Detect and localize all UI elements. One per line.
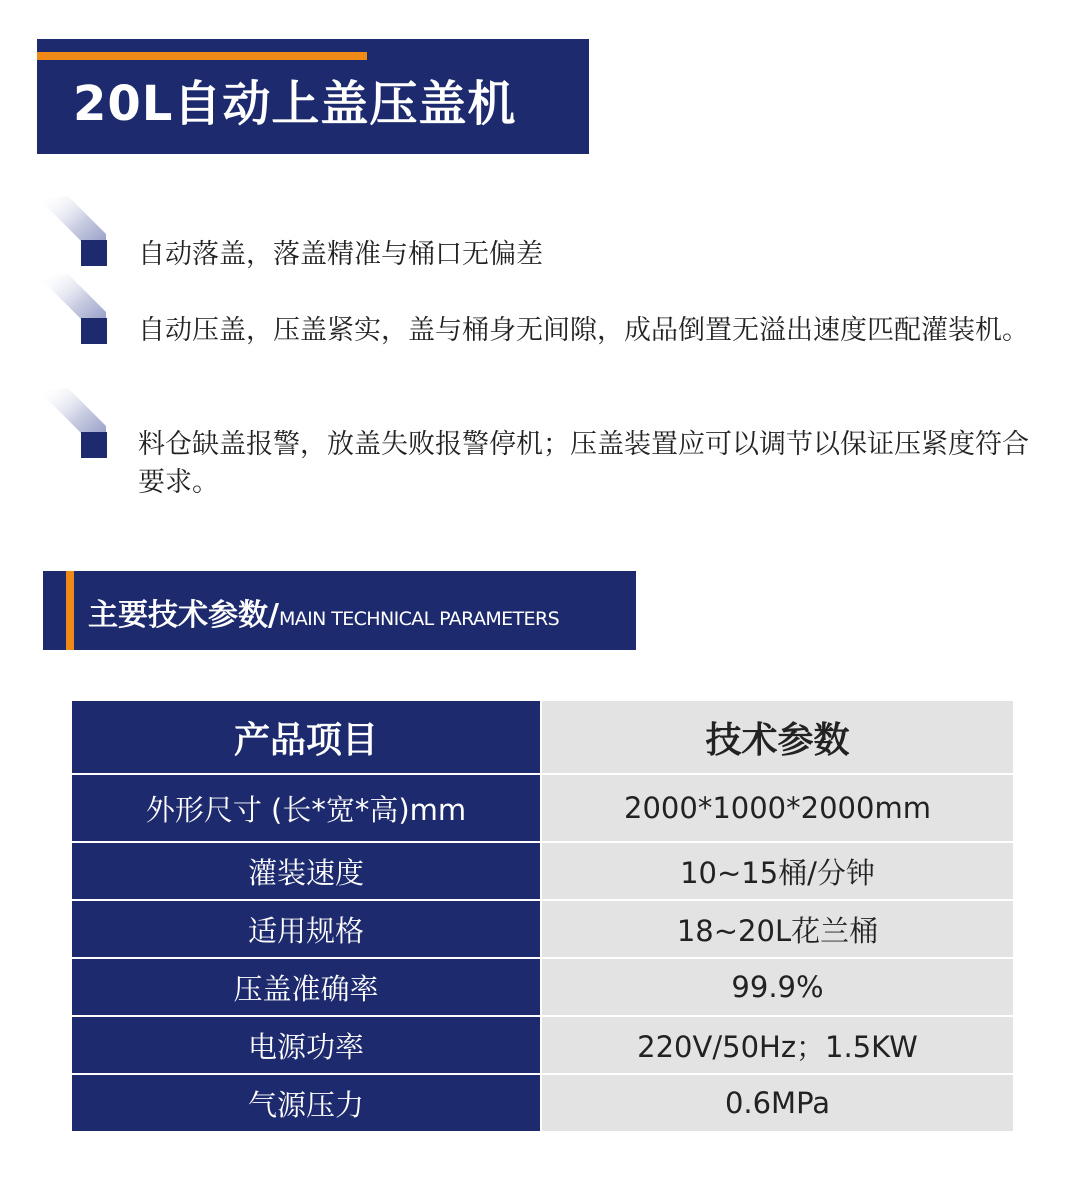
table-cell-item: 外形尺寸 (长*宽*高)mm	[72, 774, 541, 842]
table-header-value: 技术参数	[541, 701, 1013, 774]
table-cell-value: 18~20L花兰桶	[541, 900, 1013, 958]
feature-text: 自动落盖，落盖精准与桶口无偏差	[138, 239, 543, 270]
table-cell-item: 气源压力	[72, 1074, 541, 1132]
table-cell-item: 灌装速度	[72, 842, 541, 900]
table-cell-item: 适用规格	[72, 900, 541, 958]
table-cell-item: 压盖准确率	[72, 958, 541, 1016]
title-banner	[37, 39, 589, 154]
bullet-square-icon	[81, 432, 107, 458]
section-title-en: MAIN TECHNICAL PARAMETERS	[278, 608, 560, 630]
table-cell-value: 0.6MPa	[541, 1074, 1013, 1132]
table-header-item: 产品项目	[72, 701, 541, 774]
feature-text: 自动压盖，压盖紧实，盖与桶身无间隙，成品倒置无溢出速度匹配灌装机。	[138, 315, 1029, 346]
table-row	[72, 1016, 1013, 1074]
table-row	[72, 774, 1013, 842]
table-row	[72, 958, 1013, 1016]
table-cell-value: 10~15桶/分钟	[541, 842, 1013, 900]
bullet-square-icon	[81, 318, 107, 344]
table-cell-value: 2000*1000*2000mm	[541, 774, 1013, 842]
table-row	[72, 1074, 1013, 1132]
feature-text: 料仓缺盖报警，放盖失败报警停机；压盖装置应可以调节以保证压紧度符合要求。	[138, 429, 1029, 498]
page-title: 20L自动上盖压盖机	[73, 76, 517, 132]
spec-table	[72, 701, 1013, 1133]
table-cell-item: 电源功率	[72, 1016, 541, 1074]
section-title-cn: 主要技术参数/	[88, 598, 279, 633]
table-cell-value: 99.9%	[541, 958, 1013, 1016]
title-accent-bar	[37, 52, 367, 60]
section-title	[88, 590, 559, 634]
section-header	[43, 571, 636, 650]
table-header-row	[72, 701, 1013, 774]
table-cell-value: 220V/50Hz；1.5KW	[541, 1016, 1013, 1074]
table-row	[72, 842, 1013, 900]
bullet-square-icon	[81, 240, 107, 266]
table-row	[72, 900, 1013, 958]
section-accent-bar	[66, 571, 74, 650]
